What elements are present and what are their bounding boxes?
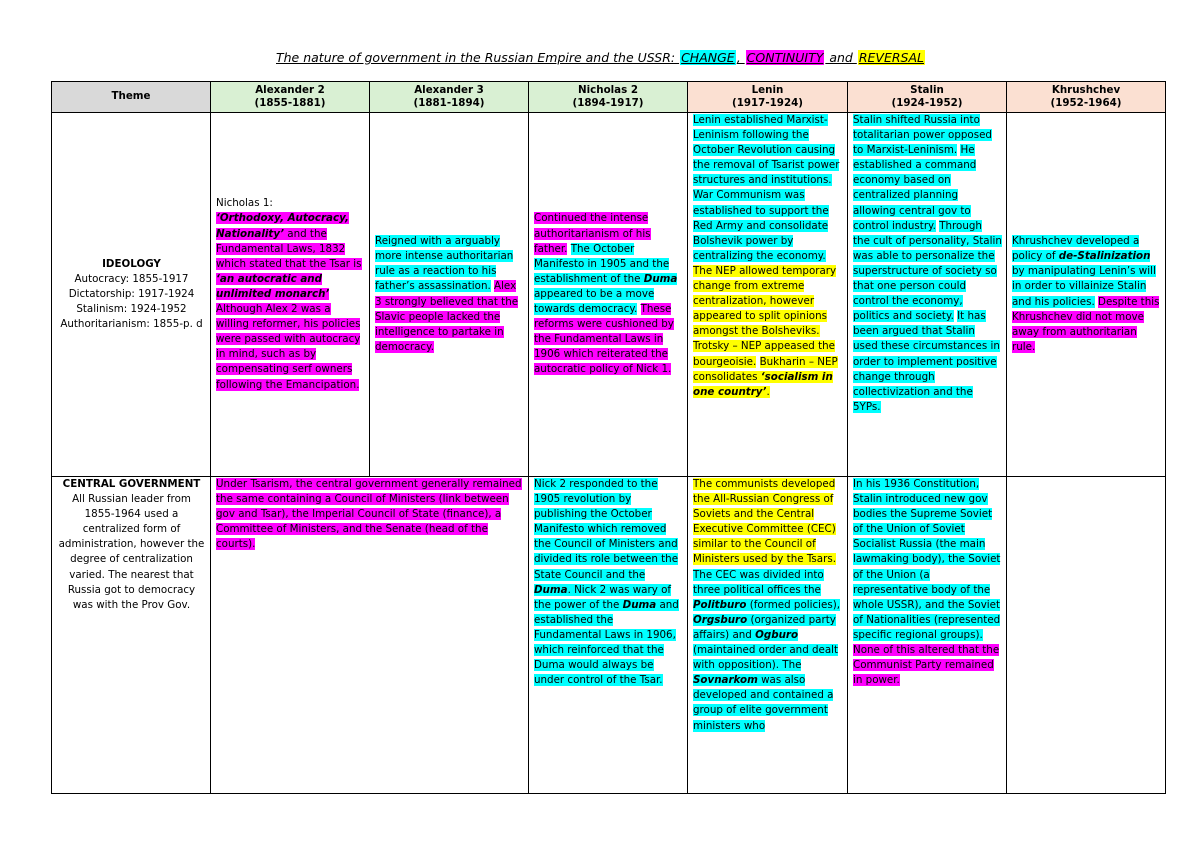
ideology-alexander-2: Nicholas 1: ‘Orthodoxy, Autocracy, Nationality’ and the Fundamental Laws, 1832 which stated that the Tsar is ‘an autocratic and unlimited monarch’ Although Alex 2 was a willing reformer, his policies were passed with autocracy in mind, such as by compensating serf owners following the Emancipation. (211, 113, 370, 477)
ideology-lenin: Lenin established Marxist-Leninism following the October Revolution causing the removal of Tsarist power structures and institutions. War Communism was established to support the Red Army and consolidate Bolshevik power by centralizing the economy. The NEP allowed temporary change from extreme centralization, however appeared to split opinions amongst the Bolsheviks. Trotsky – NEP appeased the bourgeoisie. Bukharin – NEP consolidates ‘socialism in one country’. (688, 113, 848, 477)
ideology-theme-cell (52, 113, 211, 477)
header-alexander-3: Alexander 3 (1881-1894) (370, 82, 529, 113)
ideology-khrushchev: Khrushchev developed a policy of de-Stalinization by manipulating Lenin’s will in order to villainize Stalin and his policies. Despite this Khrushchev did not move away from authoritarian rule. (1007, 113, 1166, 477)
ideology-line: Dictatorship: 1917-1924 (68, 287, 195, 300)
ideology-stalin: Stalin shifted Russia into totalitarian power opposed to Marxist-Leninism. He established a command economy based on centralized planning allowing central gov to control industry. Through the cult of personality, Stalin was able to personalize the superstructure of society so that one person could control the economy, politics and society. It has been argued that Stalin used these circumstances in order to implement positive change through collectivization and the 5YPs. (848, 113, 1007, 477)
header-stalin: Stalin (1924-1952) (848, 82, 1007, 113)
title-sep: , (736, 50, 745, 65)
header-khrushchev: Khrushchev (1952-1964) (1007, 82, 1166, 113)
document-title (0, 50, 1200, 65)
title-and: and (825, 50, 857, 65)
central-lenin: The communists developed the All-Russian Congress of Soviets and the Central Executive Committee (CEC) similar to the Council of Ministers used by the Tsars. The CEC was divided into three political offices the Politburo (formed policies), Orgsburo (organized party affairs) and Ogburo (maintained order and dealt with opposition). The Sovnarkom was also developed and contained a group of elite government ministers who (688, 477, 848, 794)
ideology-row (52, 113, 1166, 477)
header-nicholas-2: Nicholas 2 (1894-1917) (529, 82, 688, 113)
ideology-line: Authoritarianism: 1855-p. d (60, 318, 203, 331)
central-government-row (52, 477, 1166, 794)
ideology-nicholas-2: Continued the intense authoritarianism of his father. The October Manifesto in 1905 and the establishment of the Duma appeared to be a move towards democracy. These reforms were cushioned by the Fundamental Laws in 1906 which reiterated the autocratic policy of Nick 1. (529, 113, 688, 477)
title-reversal: REVERSAL (858, 50, 924, 65)
central-khrushchev (1007, 477, 1166, 794)
comparison-table (51, 81, 1166, 794)
title-prefix: The nature of government in the Russian Empire and the USSR: (276, 50, 680, 65)
central-title: CENTRAL GOVERNMENT (62, 478, 201, 490)
central-theme-cell (52, 477, 211, 794)
central-alexander-span: Under Tsarism, the central government generally remained the same containing a Council of Ministers (link between gov and Tsar), the Imperial Council of State (finance), a Committee of Ministers, and the Senate (head of the courts). (211, 477, 529, 794)
header-row (52, 82, 1166, 113)
ideology-line: Autocracy: 1855-1917 (74, 272, 189, 285)
header-theme: Theme (52, 82, 211, 113)
central-stalin: In his 1936 Constitution, Stalin introduced new gov bodies the Supreme Soviet of the Union of Soviet Socialist Russia (the main lawmaking body), the Soviet of the Union (a representative body of the whole USSR), and the Soviet of Nationalities (represented specific regional groups). None of this altered that the Communist Party remained in power. (848, 477, 1007, 794)
central-theme-body: All Russian leader from 1855-1964 used a centralized form of administration, however the degree of centralization varied. The nearest that Russia got to democracy was with the Prov Gov. (58, 493, 205, 611)
ideology-title: IDEOLOGY (102, 257, 161, 270)
title-continuity: CONTINUITY (746, 50, 824, 65)
title-change: CHANGE (681, 50, 735, 65)
ideology-line: Stalinism: 1924-1952 (76, 303, 187, 316)
header-alexander-2: Alexander 2 (1855-1881) (211, 82, 370, 113)
central-nicholas-2: Nick 2 responded to the 1905 revolution by publishing the October Manifesto which removed the Council of Ministers and divided its role between the State Council and the Duma. Nick 2 was wary of the power of the Duma and established the Fundamental Laws in 1906, which reinforced that the Duma would always be under control of the Tsar. (529, 477, 688, 794)
ideology-alexander-3: Reigned with a arguably more intense authoritarian rule as a reaction to his father’s assassination. Alex 3 strongly believed that the Slavic people lacked the intelligence to partake in democracy. (370, 113, 529, 477)
header-lenin: Lenin (1917-1924) (688, 82, 848, 113)
